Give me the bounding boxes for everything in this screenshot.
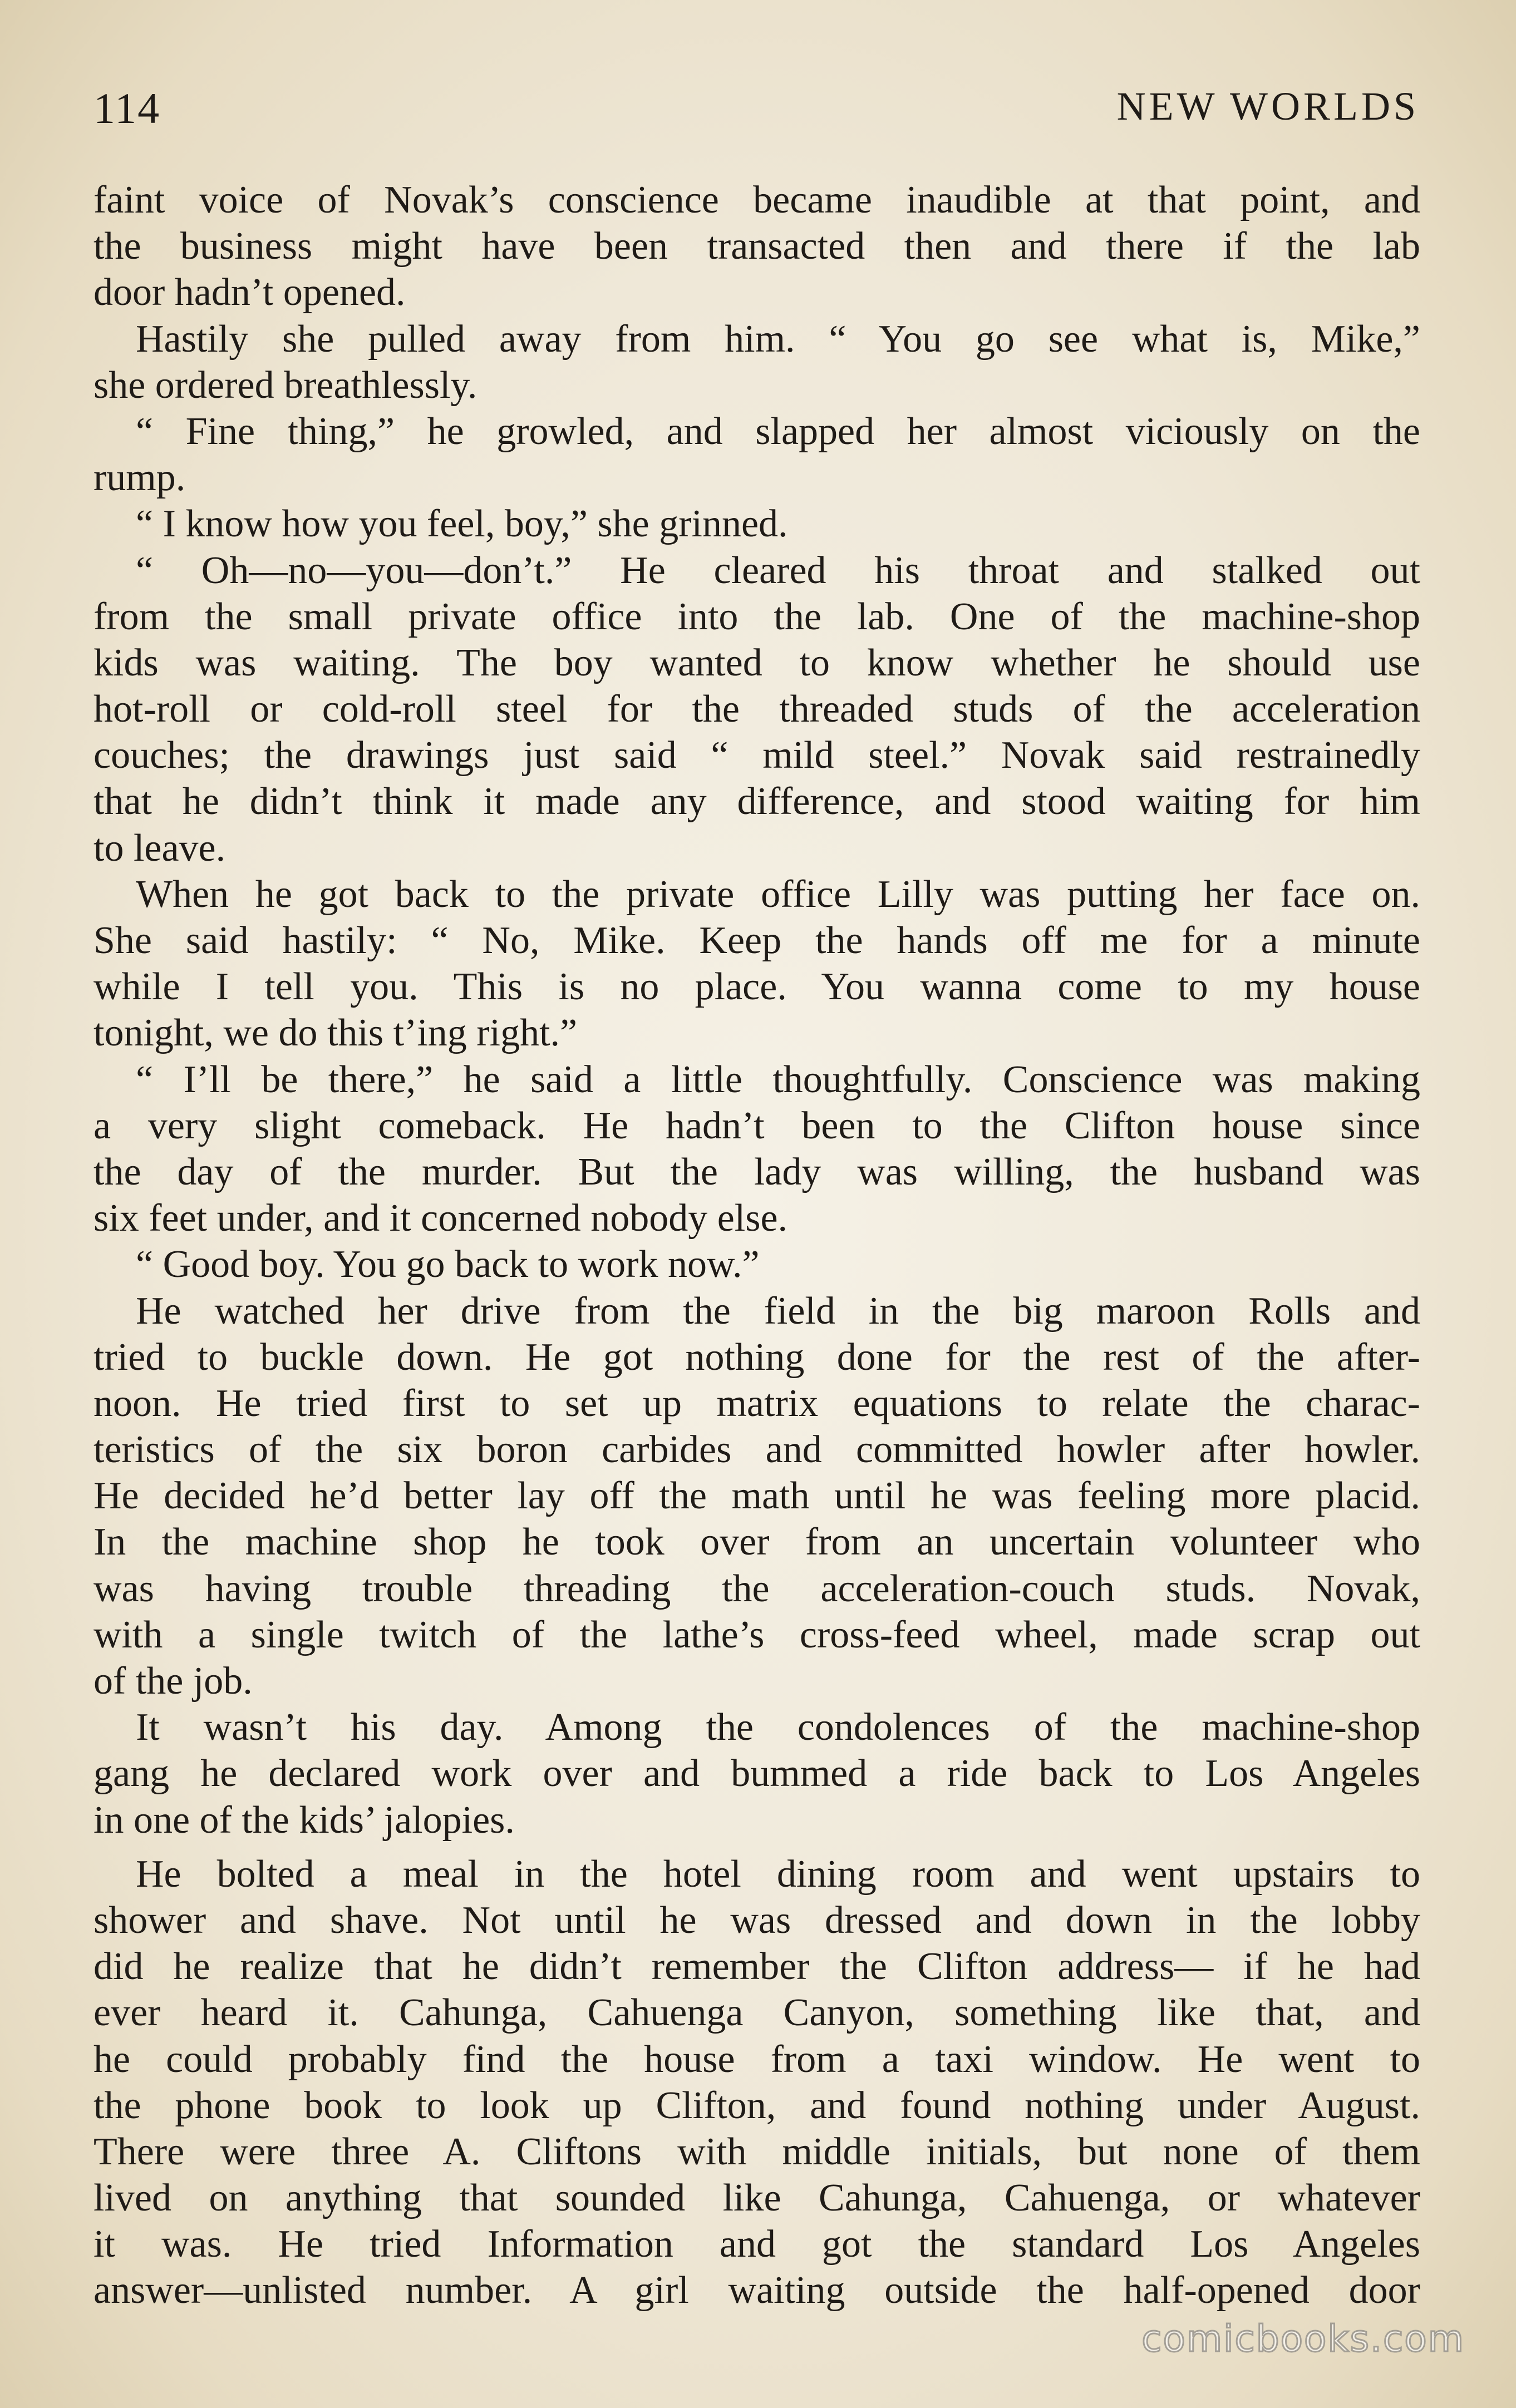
text-line: rump. (93, 456, 186, 500)
text-line: tonight, we do this t’ing right.” (93, 1011, 578, 1055)
text-line: answer—unlisted number. A girl waiting outside the half-opened door (93, 2269, 1420, 2312)
text-line: faint voice of Novak’s conscience became inaudible at that point, and (93, 179, 1420, 221)
text-line: noon. He tried first to set up matrix equations to relate the charac- (93, 1381, 1420, 1425)
text-line: to leave. (93, 826, 226, 870)
watermark: comicbooks.com (1141, 2317, 1465, 2360)
text-line: “ Fine thing,” he growled, and slapped her almost viciously on the (136, 409, 1420, 453)
text-line: Hastily she pulled away from him. “ You go see what is, Mike,” (136, 317, 1420, 361)
text-line: “ Good boy. You go back to work now.” (136, 1243, 760, 1286)
text-line: a very slight comeback. He hadn’t been to the Clifton house since (93, 1104, 1420, 1147)
text-line: from the small private office into the lab. One of the machine-shop (93, 595, 1420, 638)
text-line: “ Oh—no—you—don’t.” He cleared his throat and stalked out (136, 549, 1420, 592)
body-text (93, 177, 1420, 2314)
text-line: hot-roll or cold-roll steel for the threaded studs of the acceleration (93, 688, 1420, 731)
running-head (93, 83, 1419, 134)
text-line: couches; the drawings just said “ mild steel.” Novak said restrainedly (93, 734, 1420, 777)
text-line: When he got back to the private office Lilly was putting her face on. (136, 872, 1420, 916)
text-line: with a single twitch of the lathe’s cross-feed wheel, made scrap out (93, 1613, 1420, 1656)
text-line: “ I know how you feel, boy,” she grinned. (136, 502, 788, 546)
text-line: in one of the kids’ jalopies. (93, 1798, 515, 1842)
text-line: He watched her drive from the field in the big maroon Rolls and (136, 1289, 1420, 1333)
text-line: lived on anything that sounded like Cahunga, Cahuenga, or whatever (93, 2177, 1420, 2220)
text-line: ever heard it. Cahunga, Cahuenga Canyon, something like that, and (93, 1991, 1420, 2035)
text-line: “ I’ll be there,” he said a little thoughtfully. Conscience was making (136, 1058, 1420, 1101)
text-line: the phone book to look up Clifton, and found nothing under August. (93, 2084, 1420, 2127)
text-line: the day of the murder. But the lady was willing, the husband was (93, 1150, 1420, 1193)
text-line: He decided he’d better lay off the math until he was feeling more placid. (93, 1474, 1420, 1518)
text-line: the business might have been transacted then and there if the lab (93, 225, 1420, 268)
running-title: NEW WORLDS (1116, 84, 1419, 129)
text-line: six feet under, and it concerned nobody else. (93, 1197, 788, 1240)
text-line: tried to buckle down. He got nothing done for the rest of the after- (93, 1335, 1420, 1379)
page-number: 114 (93, 84, 161, 132)
text-line: kids was waiting. The boy wanted to know whether he should use (93, 641, 1420, 684)
text-line: it was. He tried Information and got the standard Los Angeles (93, 2223, 1420, 2266)
text-line: that he didn’t think it made any difference, and stood waiting for him (93, 780, 1420, 823)
text-line: teristics of the six boron carbides and committed howler after howler. (93, 1428, 1420, 1472)
text-line: She said hastily: “ No, Mike. Keep the hands off me for a minute (93, 919, 1420, 962)
text-line: door hadn’t opened. (93, 271, 406, 314)
text-line: It wasn’t his day. Among the condolences of the machine-shop (136, 1706, 1420, 1749)
text-line: did he realize that he didn’t remember the Clifton address— if he had (93, 1945, 1420, 1988)
text-line: while I tell you. This is no place. You wanna come to my house (93, 965, 1420, 1009)
text-line: was having trouble threading the acceleration-couch studs. Novak, (93, 1567, 1420, 1610)
text-line: There were three A. Cliftons with middle initials, but none of them (93, 2130, 1420, 2173)
text-line: she ordered breathlessly. (93, 363, 478, 407)
text-line: of the job. (93, 1660, 253, 1703)
text-line: In the machine shop he took over from an uncertain volunteer who (93, 1521, 1420, 1564)
text-line: He bolted a meal in the hotel dining room and went upstairs to (136, 1852, 1420, 1896)
text-line: shower and shave. Not until he was dressed and down in the lobby (93, 1898, 1420, 1942)
text-line: gang he declared work over and bummed a ride back to Los Angeles (93, 1752, 1420, 1795)
text-line: he could probably find the house from a taxi window. He went to (93, 2037, 1420, 2081)
